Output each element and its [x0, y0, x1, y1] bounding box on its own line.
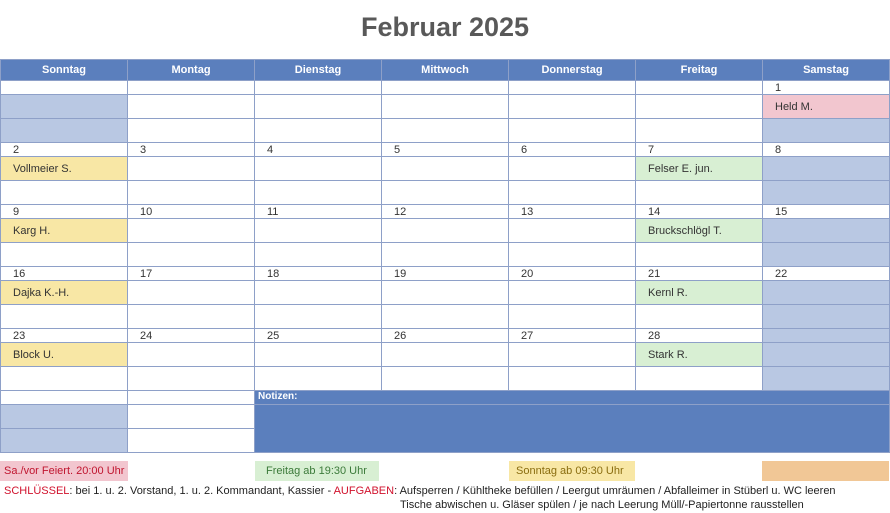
legend-friday: Freitag ab 19:30 Uhr	[255, 461, 379, 481]
empty-cell[interactable]	[636, 243, 763, 267]
week-5-name-row	[1, 343, 890, 367]
empty-cell[interactable]	[382, 305, 509, 329]
day-number: 3	[128, 143, 255, 157]
empty-cell[interactable]	[128, 119, 255, 143]
empty-cell[interactable]	[1, 429, 128, 453]
notes-label: Notizen:	[255, 391, 890, 405]
empty-cell[interactable]	[636, 119, 763, 143]
duty-cell[interactable]	[382, 219, 509, 243]
week-3-day-row	[1, 205, 890, 219]
weekday-friday: Freitag	[636, 60, 763, 81]
day-number: 4	[255, 143, 382, 157]
duty-cell[interactable]	[763, 157, 890, 181]
empty-cell[interactable]	[128, 405, 255, 429]
day-number: 17	[128, 267, 255, 281]
week-5-extra-row	[1, 367, 890, 391]
weekday-monday: Montag	[128, 60, 255, 81]
day-number: 7	[636, 143, 763, 157]
empty-cell[interactable]	[128, 367, 255, 391]
duty-cell[interactable]: Vollmeier S.	[1, 157, 128, 181]
notes-row-1	[1, 391, 890, 405]
day-number: 26	[382, 329, 509, 343]
day-number: 14	[636, 205, 763, 219]
empty-cell	[1, 391, 128, 405]
duty-cell[interactable]: Bruckschlögl T.	[636, 219, 763, 243]
empty-cell[interactable]	[1, 119, 128, 143]
duty-cell[interactable]	[128, 343, 255, 367]
day-number: 2	[1, 143, 128, 157]
weekday-thursday: Donnerstag	[509, 60, 636, 81]
key-text: : bei 1. u. 2. Vorstand, 1. u. 2. Kommandant, Kassier -	[69, 485, 334, 497]
legend-saturday: Sa./vor Feiert. 20:00 Uhr	[0, 461, 128, 481]
week-2-extra-row	[1, 181, 890, 205]
duty-cell[interactable]	[382, 343, 509, 367]
empty-cell[interactable]	[636, 367, 763, 391]
duty-cell[interactable]	[128, 157, 255, 181]
empty-cell[interactable]	[382, 181, 509, 205]
weekday-saturday: Samstag	[763, 60, 890, 81]
day-number	[636, 81, 763, 95]
day-number: 5	[382, 143, 509, 157]
page-title: Februar 2025	[360, 12, 530, 42]
day-number: 27	[509, 329, 636, 343]
duty-cell[interactable]	[128, 219, 255, 243]
duty-cell[interactable]	[382, 281, 509, 305]
day-number: 8	[763, 143, 890, 157]
day-number	[382, 81, 509, 95]
empty-cell[interactable]	[636, 181, 763, 205]
duty-cell[interactable]	[382, 157, 509, 181]
duty-cell[interactable]	[1, 95, 128, 119]
duty-cell[interactable]: Stark R.	[636, 343, 763, 367]
weekday-header-row	[1, 60, 890, 81]
week-2-name-row	[1, 157, 890, 181]
week-1-day-row	[1, 81, 890, 95]
duty-cell[interactable]	[763, 281, 890, 305]
day-number: 10	[128, 205, 255, 219]
day-number: 23	[1, 329, 128, 343]
day-number: 1	[763, 81, 890, 95]
week-1-extra-row	[1, 119, 890, 143]
empty-cell[interactable]	[255, 367, 382, 391]
footer-key-line	[4, 485, 836, 497]
duty-cell[interactable]: Karg H.	[1, 219, 128, 243]
week-4-name-row	[1, 281, 890, 305]
duty-cell[interactable]: Dajka K.-H.	[1, 281, 128, 305]
duty-cell[interactable]	[509, 343, 636, 367]
empty-cell[interactable]	[1, 367, 128, 391]
empty-cell	[128, 391, 255, 405]
empty-cell[interactable]	[1, 305, 128, 329]
day-number: 16	[1, 267, 128, 281]
day-number: 24	[128, 329, 255, 343]
day-number	[509, 81, 636, 95]
day-number: 11	[255, 205, 382, 219]
duty-cell[interactable]: Held M.	[763, 95, 890, 119]
day-number: 25	[255, 329, 382, 343]
day-number: 20	[509, 267, 636, 281]
week-1-name-row	[1, 95, 890, 119]
weekday-sunday: Sonntag	[1, 60, 128, 81]
day-number: 18	[255, 267, 382, 281]
empty-cell[interactable]	[128, 181, 255, 205]
duty-cell[interactable]	[763, 343, 890, 367]
day-number: 22	[763, 267, 890, 281]
empty-cell[interactable]	[255, 305, 382, 329]
empty-cell[interactable]	[509, 243, 636, 267]
empty-cell[interactable]	[763, 305, 890, 329]
empty-cell[interactable]	[128, 429, 255, 453]
duty-cell[interactable]	[255, 281, 382, 305]
notes-row-2	[1, 405, 890, 429]
duty-cell[interactable]	[255, 343, 382, 367]
legend-sunday: Sonntag ab 09:30 Uhr	[509, 461, 635, 481]
duty-cell[interactable]	[128, 281, 255, 305]
week-5-day-row	[1, 329, 890, 343]
week-2-day-row	[1, 143, 890, 157]
day-number: 13	[509, 205, 636, 219]
notes-area[interactable]	[255, 405, 890, 453]
day-number	[255, 81, 382, 95]
empty-cell[interactable]	[636, 305, 763, 329]
calendar-grid	[0, 59, 890, 453]
tasks-label: AUFGABEN	[333, 485, 395, 497]
duty-cell[interactable]: Block U.	[1, 343, 128, 367]
day-number: 9	[1, 205, 128, 219]
duty-cell[interactable]	[509, 157, 636, 181]
empty-cell[interactable]	[255, 181, 382, 205]
day-number: 28	[636, 329, 763, 343]
duty-cell[interactable]	[255, 219, 382, 243]
tasks-line-2: Tische abwischen u. Gläser spülen / je nach Leerung Müll/-Papiertonne rausstellen	[400, 499, 804, 511]
duty-cell[interactable]	[255, 95, 382, 119]
empty-cell[interactable]	[1, 405, 128, 429]
day-number: 6	[509, 143, 636, 157]
week-4-extra-row	[1, 305, 890, 329]
week-3-name-row	[1, 219, 890, 243]
empty-cell[interactable]	[763, 181, 890, 205]
duty-cell[interactable]	[636, 95, 763, 119]
day-number: 12	[382, 205, 509, 219]
duty-cell[interactable]	[763, 219, 890, 243]
day-number	[128, 81, 255, 95]
empty-cell[interactable]	[509, 181, 636, 205]
duty-cell[interactable]	[509, 95, 636, 119]
empty-cell[interactable]	[509, 305, 636, 329]
duty-cell[interactable]	[128, 95, 255, 119]
weekday-wednesday: Mittwoch	[382, 60, 509, 81]
duty-cell[interactable]	[509, 219, 636, 243]
week-3-extra-row	[1, 243, 890, 267]
week-4-day-row	[1, 267, 890, 281]
day-number: 15	[763, 205, 890, 219]
duty-cell[interactable]	[382, 95, 509, 119]
empty-cell[interactable]	[382, 119, 509, 143]
duty-cell[interactable]: Kernl R.	[636, 281, 763, 305]
day-number: 19	[382, 267, 509, 281]
empty-cell[interactable]	[382, 367, 509, 391]
duty-cell[interactable]	[255, 157, 382, 181]
empty-cell[interactable]	[128, 305, 255, 329]
day-number: 21	[636, 267, 763, 281]
empty-cell[interactable]	[128, 243, 255, 267]
empty-cell[interactable]	[763, 367, 890, 391]
legend-orange-swatch	[762, 461, 889, 481]
day-number	[763, 329, 890, 343]
duty-cell[interactable]: Felser E. jun.	[636, 157, 763, 181]
weekday-tuesday: Dienstag	[255, 60, 382, 81]
tasks-line-1: : Aufsperren / Kühltheke befüllen / Leergut umräumen / Abfalleimer in Stüberl u. WC leeren	[394, 485, 836, 497]
empty-cell[interactable]	[509, 367, 636, 391]
duty-cell[interactable]	[509, 281, 636, 305]
empty-cell[interactable]	[1, 181, 128, 205]
empty-cell[interactable]	[763, 119, 890, 143]
empty-cell[interactable]	[382, 243, 509, 267]
empty-cell[interactable]	[255, 243, 382, 267]
day-number	[1, 81, 128, 95]
key-label: SCHLÜSSEL	[4, 485, 70, 497]
empty-cell[interactable]	[763, 243, 890, 267]
empty-cell[interactable]	[255, 119, 382, 143]
empty-cell[interactable]	[1, 243, 128, 267]
empty-cell[interactable]	[509, 119, 636, 143]
